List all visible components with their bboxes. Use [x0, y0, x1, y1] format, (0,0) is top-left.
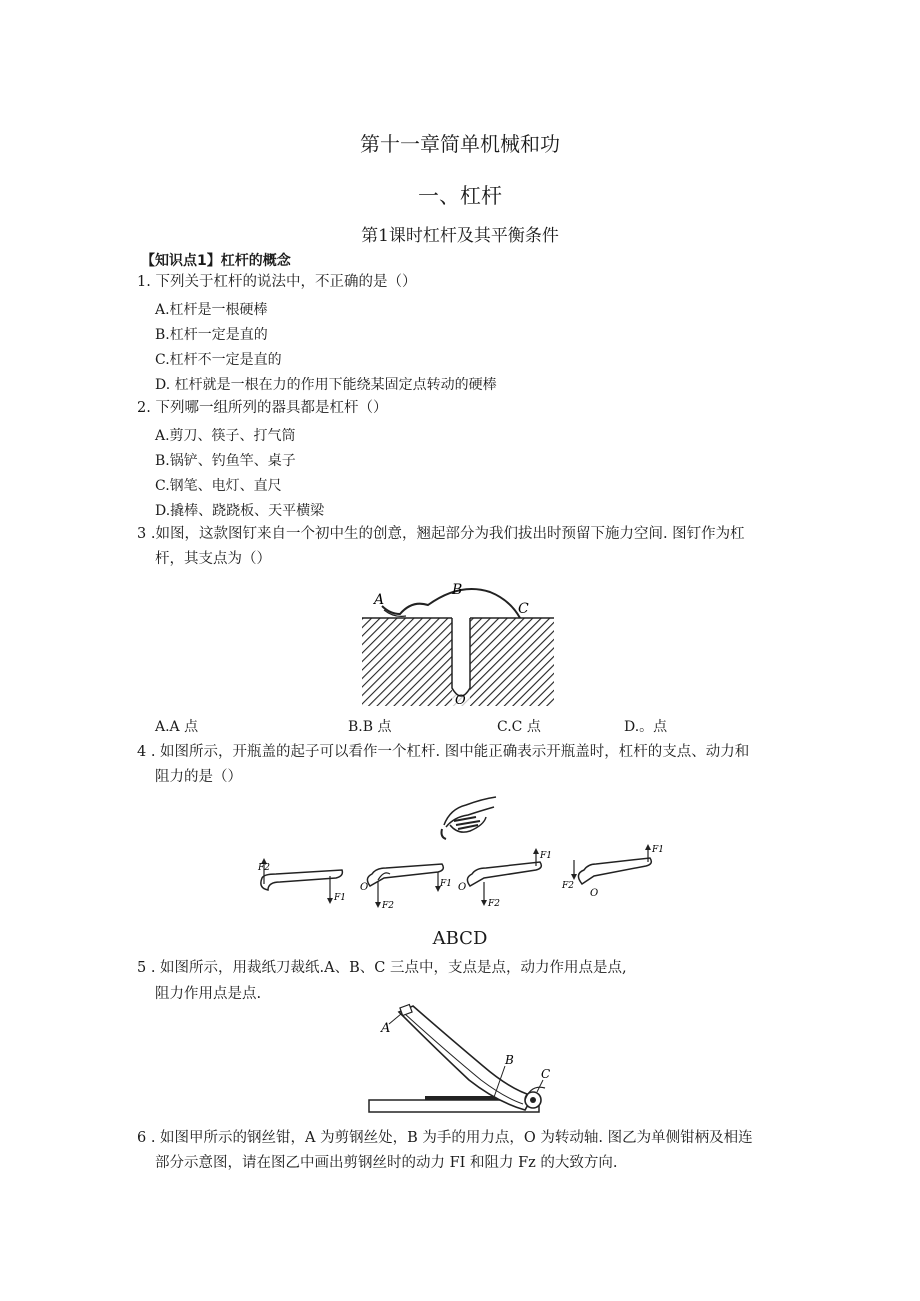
figure-label-b: B [452, 582, 463, 598]
q4-options-caption: ABCD [432, 928, 488, 949]
pivot-label-o: O [590, 888, 599, 899]
q1-option-c: C.杠杆不一定是直的 [155, 352, 282, 368]
q1-option-a: A.杠杆是一根硬棒 [155, 302, 268, 318]
knowledge-point-heading: 【知识点1】杠杆的概念 [141, 253, 291, 269]
q3-stem-line1: 3 .如图，这款图钉来自一个初中生的创意，翘起部分为我们拔出时预留下施力空间. 图钉作为杠 [137, 526, 745, 542]
pivot-label-o: O [360, 882, 369, 893]
cutter-label-a: A [381, 1021, 391, 1036]
q2-option-d: D.撬棒、跷跷板、天平横梁 [155, 503, 325, 519]
force-label-f1: F1 [334, 893, 346, 903]
lesson-title: 第1课时杠杆及其平衡条件 [361, 226, 559, 246]
force-label-f1: F1 [652, 845, 664, 855]
figure-label-a: A [374, 592, 385, 608]
q1-option-d: D. 杠杆就是一根在力的作用下能绕某固定点转动的硬棒 [155, 377, 497, 393]
force-label-f2: F2 [488, 899, 500, 909]
q2-option-c: C.钢笔、电灯、直尺 [155, 478, 282, 494]
q1-option-b: B.杠杆一定是直的 [155, 327, 268, 343]
q3-option-d: D.。点 [624, 719, 668, 735]
q3-option-b: B.B 点 [348, 719, 392, 735]
force-label-f1: F1 [540, 851, 552, 861]
q6-stem-line1: 6 . 如图甲所示的钢丝钳，A 为剪钢丝处，B 为手的用力点，O 为转动轴. 图乙为单侧钳柄及相连 [137, 1130, 753, 1146]
force-label-f2: F2 [562, 881, 574, 891]
bottle-opener-diagram-b [356, 852, 452, 912]
bottle-opener-diagram-d [560, 840, 664, 900]
pivot-label-o: O [458, 882, 467, 893]
q6-stem-line2: 部分示意图，请在图乙中画出剪钢丝时的动力 FI 和阻力 Fz 的大致方向. [155, 1155, 618, 1171]
cutter-label-c: C [541, 1067, 551, 1081]
force-label-f1: F1 [440, 879, 452, 889]
q2-stem: 2. 下列哪一组所列的器具都是杠杆（） [137, 400, 388, 416]
q1-stem: 1. 下列关于杠杆的说法中，不正确的是（） [137, 274, 417, 290]
q2-option-a: A.剪刀、筷子、打气筒 [155, 428, 296, 444]
q4-stem-line1: 4 . 如图所示，开瓶盖的起子可以看作一个杠杆. 图中能正确表示开瓶盖时，杠杆的支点、动力和 [137, 744, 750, 760]
bottle-opener-diagram-c [456, 846, 552, 912]
q4-stem-line2: 阻力的是（） [155, 769, 242, 785]
thumbtack-figure [360, 578, 556, 708]
figure-label-c: C [518, 601, 529, 617]
bottle-opener-hand-figure [436, 795, 502, 845]
force-label-f2: F2 [382, 901, 394, 911]
cutter-label-b: B [505, 1053, 514, 1067]
section-title: 一、杠杆 [418, 184, 502, 208]
q3-stem-line2: 杆，其支点为（） [155, 551, 271, 567]
q3-option-a: A.A 点 [155, 719, 199, 735]
force-label-f2: F2 [258, 863, 270, 873]
bottle-opener-diagram-a [256, 852, 352, 908]
chapter-title: 第十一章简单机械和功 [360, 132, 560, 156]
q5-stem-line2: 阻力作用点是点. [155, 986, 262, 1002]
paper-cutter-figure [365, 1000, 565, 1118]
q2-option-b: B.锅铲、钓鱼竿、桌子 [155, 453, 296, 469]
figure-label-o: O [455, 693, 466, 708]
q3-option-c: C.C 点 [497, 719, 541, 735]
q5-stem-line1: 5 . 如图所示，用裁纸刀裁纸.A、B、C 三点中，支点是点，动力作用点是点, [137, 960, 627, 976]
